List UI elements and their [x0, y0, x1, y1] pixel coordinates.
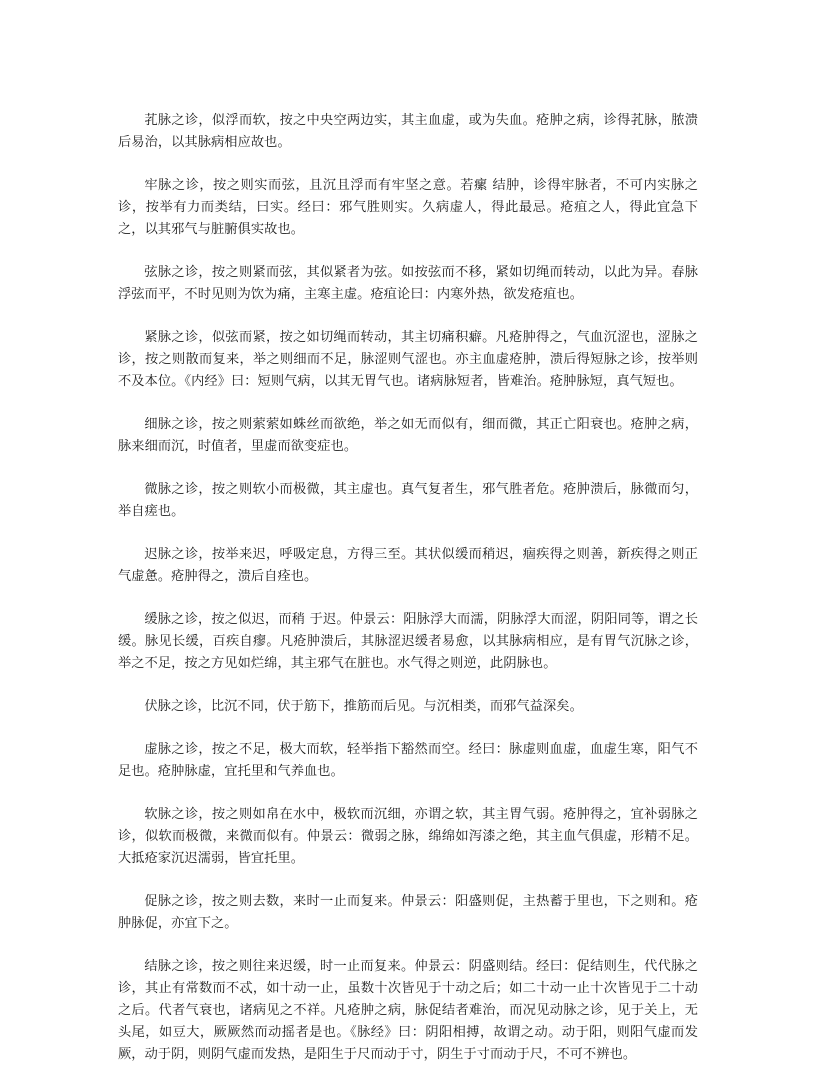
paragraph-ruan-pulse: 软脉之诊，按之则如帛在水中，极软而沉细，亦谓之软，其主胃气弱。疮肿得之，宜补弱脉之诊，似软而极微，来微而似有。仲景云：微弱之脉，绵绵如泻漆之绝，其主血气俱虚，形精不足。大抵疮家沉迟濡弱，皆宜托里。 [118, 807, 698, 866]
paragraph-wei-pulse: 微脉之诊，按之则软小而极微，其主虚也。真气复者生，邪气胜者危。疮肿溃后，脉微而匀，举自瘥也。 [118, 482, 698, 519]
paragraph-fu-pulse: 伏脉之诊，比沉不同，伏于筋下，推筋而后见。与沉相类，而邪气益深矣。 [144, 699, 583, 714]
document-page [118, 110, 698, 1087]
paragraph-xu-pulse: 虚脉之诊，按之不足，极大而软，轻举指下豁然而空。经曰：脉虚则血虚，血虚生寒，阳气不足也。疮肿脉虚，宜托里和气养血也。 [118, 742, 698, 779]
paragraph-chi-pulse: 迟脉之诊，按举来迟，呼吸定息，方得三至。其状似缓而稍迟，痼疾得之则善，新疾得之则正气虚惫。疮肿得之，溃后自痊也。 [118, 547, 698, 584]
paragraph-xian-pulse: 弦脉之诊，按之则紧而弦，其似紧者为弦。如按弦而不移，紧如切绳而转动，以此为异。春脉浮弦而平，不时见则为饮为痛，主寒主虚。疮疽论曰：内寒外热，欲发疮疽也。 [118, 265, 698, 302]
paragraph-lao-pulse: 牢脉之诊，按之则实而弦，且沉且浮而有牢坚之意。若瘰 结肿，诊得牢脉者，不可内实脉之诊，按举有力而类结，曰实。经曰：邪气胜则实。久病虚人，得此最忌。疮疽之人，得此宜急下之，以其邪气与脏腑俱实故也。 [118, 178, 698, 237]
paragraph-jie-pulse: 结脉之诊，按之则往来迟缓，时一止而复来。仲景云：阴盛则结。经曰：促结则生，代代脉之诊，其止有常数而不忒，如十动一止，虽数十次皆见于十动之后；如二十动一止十次皆见于二十动之后。代者气衰也，诸病见之不祥。凡疮肿之病，脉促结者难治，而况见动脉之诊，见于关上，无头尾，如豆大，厥厥然而动摇者是也。《脉经》曰：阴阳相搏，故谓之动。动于阳，则阳气虚而发厥，动于阴，则阴气虚而发热，是阳生于尺而动于寸，阴生于寸而动于尺，不可不辨也。 [118, 959, 698, 1062]
paragraph-xi-pulse: 细脉之诊，按之则萦萦如蛛丝而欲绝，举之如无而似有，细而微，其正亡阳衰也。疮肿之病，脉来细而沉，时值者，里虚而欲变症也。 [118, 417, 698, 454]
paragraph-kou-pulse: 芤脉之诊，似浮而软，按之中央空两边实，其主血虚，或为失血。疮肿之病，诊得芤脉，脓溃后易治，以其脉病相应故也。 [118, 113, 698, 150]
paragraph-cu-pulse: 促脉之诊，按之则去数，来时一止而复来。仲景云：阳盛则促，主热蓄于里也，下之则和。疮肿脉促，亦宜下之。 [118, 894, 698, 931]
paragraph-huan-pulse: 缓脉之诊，按之似迟，而稍 于迟。仲景云：阳脉浮大而濡，阴脉浮大而涩，阴阳同等，谓之长缓。脉见长缓，百疾自瘳。凡疮肿溃后，其脉涩迟缓者易愈，以其脉病相应，是有胃气沉脉之诊，举之不足，按之方见如烂绵，其主邪气在脏也。水气得之则逆，此阴脉也。 [118, 612, 698, 671]
paragraph-jin-pulse: 紧脉之诊，似弦而紧，按之如切绳而转动，其主切痛积癖。凡疮肿得之，气血沉涩也，涩脉之诊，按之则散而复来，举之则细而不足，脉涩则气涩也。亦主血虚疮肿，溃后得短脉之诊，按举则不及本位。《内经》曰：短则气病，以其无胃气也。诸病脉短者，皆难治。疮肿脉短，真气短也。 [118, 330, 698, 389]
